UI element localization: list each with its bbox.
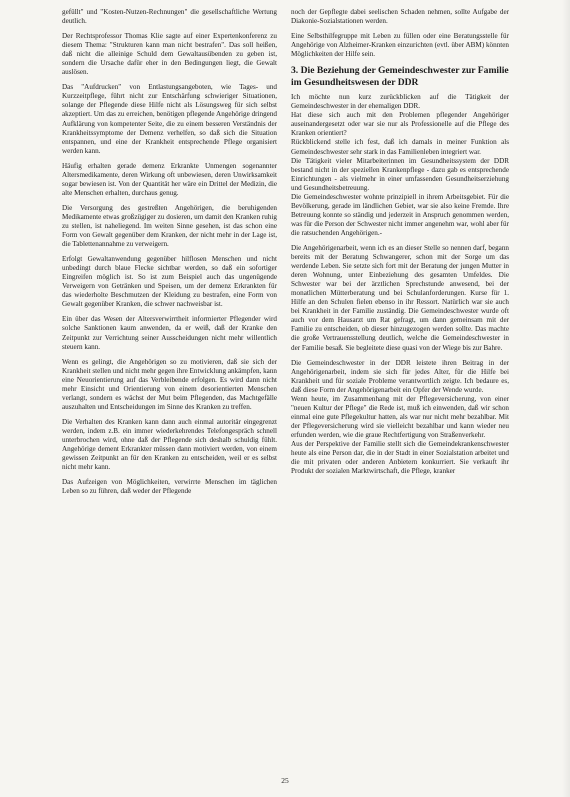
- right-body-paragraph-2: Die Angehörigenarbeit, wenn ich es an dieser Stelle so nennen darf, begann bereits mit der Beratung Schwangerer, schon mit der Sorge um das werdende Leben. Sie setzte sich fort mit der Beratung der jungen Mutter in deren Wohnung, unter Einbeziehung des gesamten Umfeldes. Die Schwester war bei der ärztlichen Sprechstunde anwesend, bei der monatlichen Mütterberatung und bei Schulanforderungen. Kurse für 1. Hilfe an den Schulen fielen ebenso in ihr Ressort. Natürlich war sie auch bei Krankheit in der Familie zuständig. Die Gemeindeschwester wurde oft auch vor dem Hausarzt um Rat gefragt, um dann gemeinsam mit der Familie zu entscheiden, ob dieser hinzugezogen werden sollte. Das machte die große Vertrauensstellung deutlich, welche die Gemeindeschwester in der Familie besaß. Sie begleitete diese quasi von der Wiege bis zur Bahre.: [291, 243, 509, 352]
- right-intro-paragraph-2: Eine Selbsthilfegruppe mit Leben zu füllen oder eine Beratungsstelle für Angehörige von Alzheimer-Kranken einzurichten (evtl. über ABM) könnten Möglichkeiten der Hilfe sein.: [291, 32, 509, 59]
- left-paragraph-4: Häufig erhalten gerade demenz Erkrankte Unmengen sogenannter Altersmedikamente, deren Wirkung oft unbewiesen, deren Unwirksamkeit sogar bewiesen ist. Von der Quantität her wäre ein Drittel der Medizin, die alte Menschen erhalten, durchaus genug.: [62, 161, 277, 197]
- page-number: 25: [281, 776, 289, 785]
- left-paragraph-2: Der Rechtsprofessor Thomas Klie sagte auf einer Expertenkonferenz zu diesem Thema: "Strukturen kann man nicht bestrafen". Das soll heißen, daß nicht die alleinige Schuld dem Gewaltausübenden zu geben ist, sondern die Ursache dafür eher in den Bedingungen liegt, die Gewalt auslösen.: [62, 32, 277, 77]
- left-column: [62, 8, 277, 496]
- right-intro-paragraph-1: noch der Gepflegte dabei seelischen Schaden nehmen, sollte Aufgabe der Diakonie-Sozialstationen werden.: [291, 8, 509, 26]
- left-paragraph-6: Erfolgt Gewaltanwendung gegenüber hilflosen Menschen und nicht unbedingt durch blaue Flecke sichtbar werden, so daß ein sofortiger Eingreifen möglich ist. So ist zum Beispiel auch das ungenügende Verweigern von Getränken und Speisen, um der demenz Erkrankten für das wiederholte Beschmutzen der Kleidung zu bestrafen, eine Form von Gewalt gegenüber Kranken, die schwer nachweisbar ist.: [62, 255, 277, 309]
- right-column: [291, 8, 509, 476]
- section-heading: 3. Die Beziehung der Gemeindeschwester zur Familie im Gesundheitswesen der DDR: [291, 65, 509, 88]
- right-body-paragraph-1: Ich möchte nun kurz zurückblicken auf die Tätigkeit der Gemeindeschwester in der ehemaligen DDR. Hat diese sich auch mit den Problemen pflegender Angehöriger auseinandergesetzt oder war sie nur als Professionelle auf die Pflege des Kranken orientiert? Rückblickend stelle ich fest, daß ich damals in meiner Funktion als Gemeindeschwester sehr stark in das Familienleben integriert war. Die Tätigkeit vieler Mitarbeiterinnen im Gesundheitssystem der DDR bestand nicht in der speziellen Krankenpflege - dazu gab es entsprechende Einrichtungen - als vielmehr in einer umfassenden Gesundheitserziehung und Gesundheitsbetreuung. Die Gemeindeschwester wohnte prinzipiell in ihrem Arbeitsgebiet. Für die Bevölkerung, gerade im ländlichen Gebiet, war sie also keine Fremde. Ihre Betreuung konnte so ständig und jederzeit in Anspruch genommen werden, was für die Person der Schwester nicht immer angenehm war, wohl aber für die ratsuchenden Angehörigen.-: [291, 93, 509, 237]
- left-paragraph-5: Die Versorgung des gestreßten Angehörigen, die beruhigenden Medikamente etwas großzügiger zu dosieren, um damit den Kranken ruhig zu stellen, ist naheliegend. Im weiten Sinne gesehen, ist das schon eine Form von Gewalt gegenüber dem Kranken, der nicht mehr in der Lage ist, die Tablettenannahme zu verweigern.: [62, 203, 277, 249]
- left-paragraph-1: gefüllt" und "Kosten-Nutzen-Rechnungen" die gesellschaftliche Wertung deutlich.: [62, 8, 277, 26]
- left-paragraph-10: Das Aufzeigen von Möglichkeiten, verwirrte Menschen im täglichen Leben so zu führen, daß weder der Pflegende: [62, 478, 277, 496]
- scan-edge-shadow: [562, 0, 570, 797]
- left-paragraph-7: Ein über das Wesen der Altersverwirrtheit informierter Pflegender wird solche Sanktionen kaum anwenden, da er weiß, daß der Kranke den Zeitpunkt zur Verrichtung seiner Ausscheidungen nicht mehr willentlich steuern kann.: [62, 315, 277, 351]
- right-body-paragraph-3: Die Gemeindeschwester in der DDR leistete ihren Beitrag in der Angehörigenarbeit, indem sie sich für jedes Alter, für die Hilfe bei Krankheit und für soziale Probleme verantwortlich zeigte. Ich bedaure es, daß diese Form der Angehörigenarbeit ein Opfer der Wende wurde. Wenn heute, im Zusammenhang mit der Pflegeversicherung, von einer "neuen Kultur der Pflege" die Rede ist, muß ich einwenden, daß wir schon einmal eine gute Pflegekultur hatten, als war nur nicht mehr bezahlbar. Mit der Pflegeversicherung wird sie vielleicht bezahlbar und kann wieder neu erfunden werden, wie die graue Rechtfertigung von Straßenverkehr. Aus der Perspektive der Familie stellt sich die Gemeindekrankenschwester heute als eine Person dar, die in der Stadt in einer Sozialstation arbeitet und die mit privaten oder anderen Anbietern konkurriert. Sie verkauft ihr Produkt der sozialen Marktwirtschaft, die Pflege, kranker: [291, 358, 509, 476]
- left-paragraph-9: Die Verhalten des Kranken kann dann auch einmal autoritär eingegrenzt werden, indem z.B. ein immer wiederkehrendes Telefongespräch schnell unterbrochen wird, ohne daß der Pflegende sich deshalb schuldig fühlt. Angehörige dement Erkrankter müssen dann motiviert werden, von einem gewissen Zeitpunkt an für den Kranken zu entscheiden, weil er es selbst nicht mehr kann.: [62, 417, 277, 472]
- left-paragraph-3: Das "Aufdrucken" von Entlastungsangeboten, wie Tages- und Kurzzeitpflege, führt nicht zur Entschärfung schwieriger Situationen, solange der Pflegende diese Hilfe nicht als Lösungsweg für sich selbst akzeptiert. Um das zu erreichen, benötigen pflegende Angehörige dringend Aufklärung von kompetenter Seite, die zu einem besseren Verständnis der Krankheitssymptome der Demenz verhelfen, so daß sich die Situation entspannen, und eine der Krankheit entsprechende Pflege organisiert werden kann.: [62, 83, 277, 155]
- left-paragraph-8: Wenn es gelingt, die Angehörigen so zu motivieren, daß sie sich der Krankheit stellen und nicht mehr gegen ihre Entwicklung ankämpfen, kann eine Neuorientierung auf das Verbleibende erfolgen. Es wird dann nicht mehr Einsicht und Orientierung von einem desorientierten Menschen verlangt, sondern es wächst der Mut beim Pflegenden, das Machtgefälle auszuhalten und Entscheidungen im Sinne des Kranken zu treffen.: [62, 357, 277, 411]
